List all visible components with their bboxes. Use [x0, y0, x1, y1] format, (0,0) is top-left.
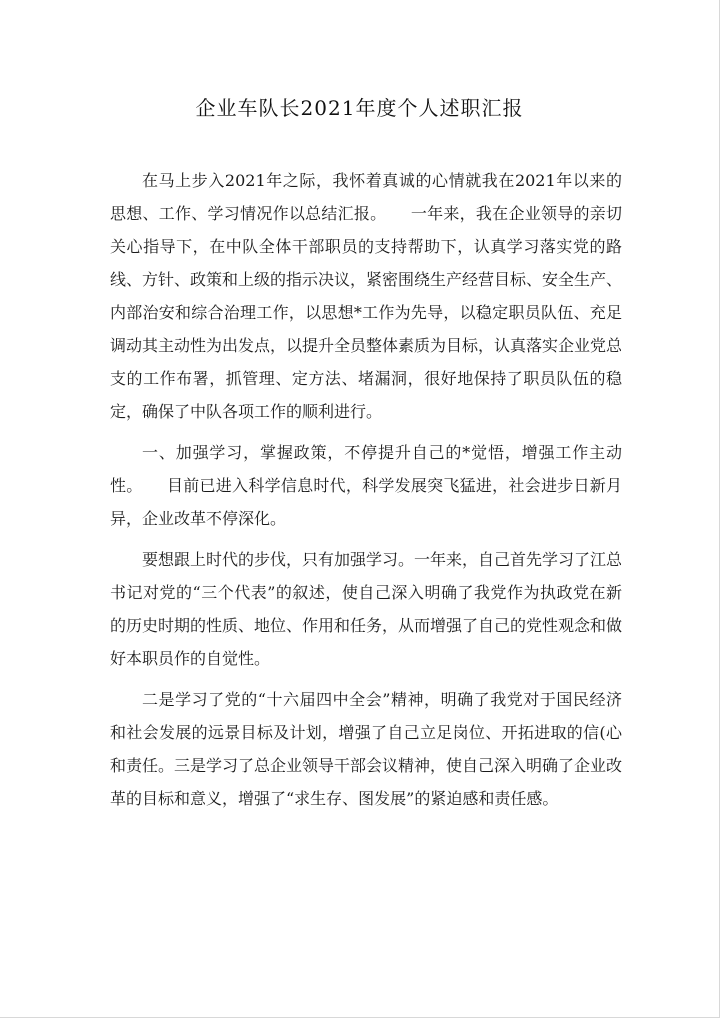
paragraph-study: 要想跟上时代的步伐，只有加强学习。一年来，自己首先学习了江总书记对党的“三个代表”的叙述，使自己深入明确了我党作为执政党在新的历史时期的性质、地位、作用和任务，从而增强了自己的党性观念和做好本职员作的自觉性。 — [110, 550, 623, 668]
document-title: 企业车队长2021年度个人述职汇报 — [195, 96, 524, 120]
paragraph-intro: 在马上步入2021年之际，我怀着真诚的心情就我在2021年以来的思想、工作、学习情况作以总结汇报。 一年来，我在企业领导的亲切关心指导下，在中队全体干部职员的支持帮助下，认真学习落实党的路线、方针、政策和上级的指示决议，紧密围绕生产经营目标、安全生产、内部治安和综合治理工作，以思想*工作为先导，以稳定职员队伍、充足调动其主动性为出发点，以提升全员整体素质为目标，认真落实企业党总支的工作布署，抓管理、定方法、堵漏洞，很好地保持了职员队伍的稳定，确保了中队各项工作的顺利进行。 — [110, 171, 623, 421]
document-body — [110, 164, 622, 823]
paragraph-section-two-three: 二是学习了党的“十六届四中全会”精神，明确了我党对于国民经济和社会发展的远景目标及计划，增强了自己立足岗位、开拓进取的信(心和责任。三是学习了总企业领导干部会议精神，使自己深入明确了企业改革的目标和意义，增强了“求生存、图发展”的紧迫感和责任感。 — [110, 690, 623, 808]
paragraph-section-one: 一、加强学习，掌握政策，不停提升自己的*觉悟，增强工作主动性。 目前已进入科学信息时代，科学发展突飞猛进，社会进步日新月异，企业改革不停深化。 — [110, 443, 622, 528]
